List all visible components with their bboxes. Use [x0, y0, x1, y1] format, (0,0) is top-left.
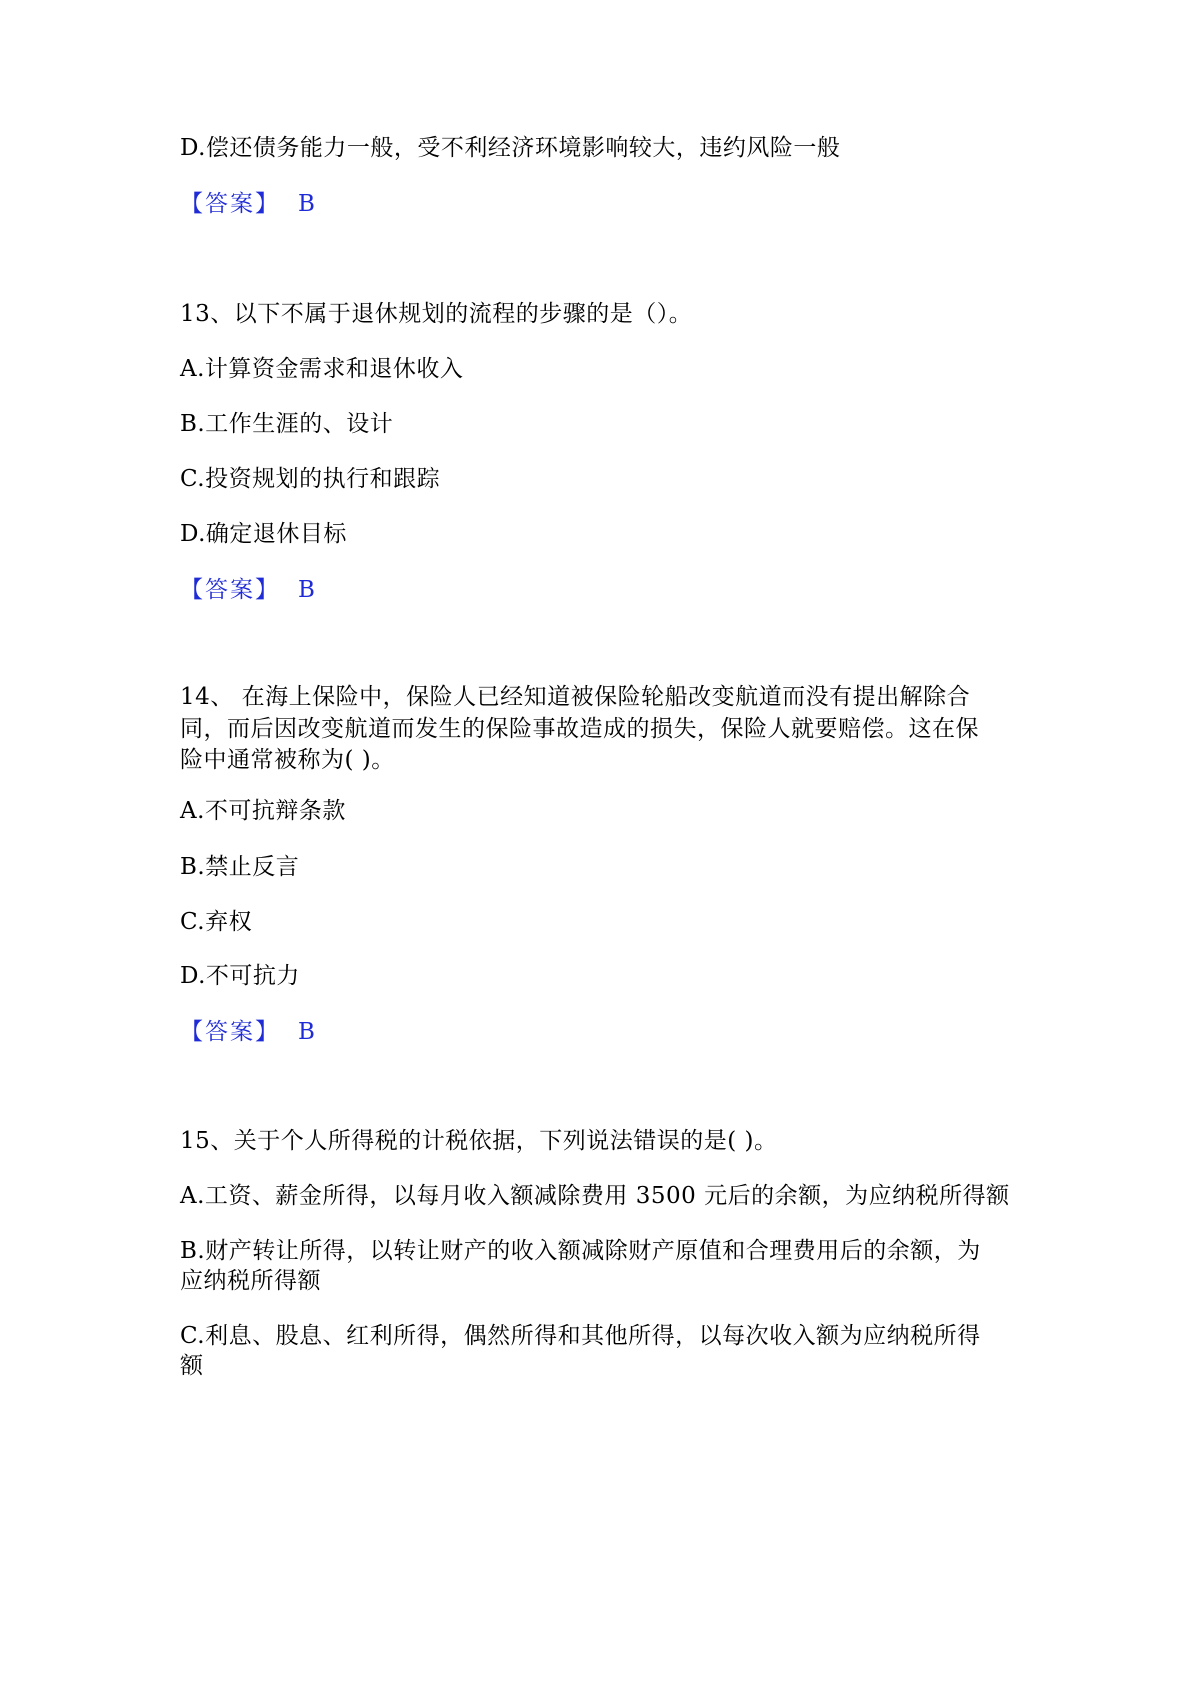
q15-option-c-line-2: 额 — [180, 1353, 204, 1379]
q14-answer — [180, 1016, 315, 1048]
q12-answer — [180, 188, 315, 220]
q15-option-b-line-1: B.财产转让所得，以转让财产的收入额减除财产原值和合理费用后的余额，为 — [180, 1238, 981, 1264]
q15-option-a: A.工资、薪金所得，以每月收入额减除费用 3500 元后的余额，为应纳税所得额 — [180, 1183, 1010, 1209]
q14-stem-line-2: 同，而后因改变航道而发生的保险事故造成的损失，保险人就要赔偿。这在保 — [180, 716, 979, 742]
q13-option-a: A.计算资金需求和退休收入 — [180, 356, 464, 382]
q14-answer-value: B — [298, 1019, 316, 1045]
q13-option-b: B.工作生涯的、设计 — [180, 411, 394, 437]
q14-option-a: A.不可抗辩条款 — [180, 798, 346, 824]
q14-answer-label: 【答案】 — [180, 1019, 280, 1045]
q14-option-b: B.禁止反言 — [180, 854, 300, 880]
q13-answer-value: B — [298, 577, 316, 603]
q12-option-d: D.偿还债务能力一般，受不利经济环境影响较大，违约风险一般 — [180, 135, 841, 161]
q15-stem: 15、关于个人所得税的计税依据，下列说法错误的是( )。 — [180, 1128, 778, 1154]
q14-stem-line-1: 14、 在海上保险中，保险人已经知道被保险轮船改变航道而没有提出解除合 — [180, 684, 971, 710]
q13-option-c: C.投资规划的执行和跟踪 — [180, 466, 441, 492]
q13-answer-label: 【答案】 — [180, 577, 280, 603]
q12-answer-value: B — [298, 191, 316, 217]
q13-stem: 13、以下不属于退休规划的流程的步骤的是（）。 — [180, 301, 693, 327]
q12-answer-label: 【答案】 — [180, 191, 280, 217]
q13-option-d: D.确定退休目标 — [180, 521, 347, 547]
q14-option-d: D.不可抗力 — [180, 963, 300, 989]
q15-option-b-line-2: 应纳税所得额 — [180, 1268, 321, 1294]
q14-stem-line-3: 险中通常被称为( )。 — [180, 747, 395, 773]
q14-option-c: C.弃权 — [180, 909, 253, 935]
q13-answer — [180, 574, 315, 606]
q15-option-c-line-1: C.利息、股息、红利所得，偶然所得和其他所得，以每次收入额为应纳税所得 — [180, 1323, 981, 1349]
